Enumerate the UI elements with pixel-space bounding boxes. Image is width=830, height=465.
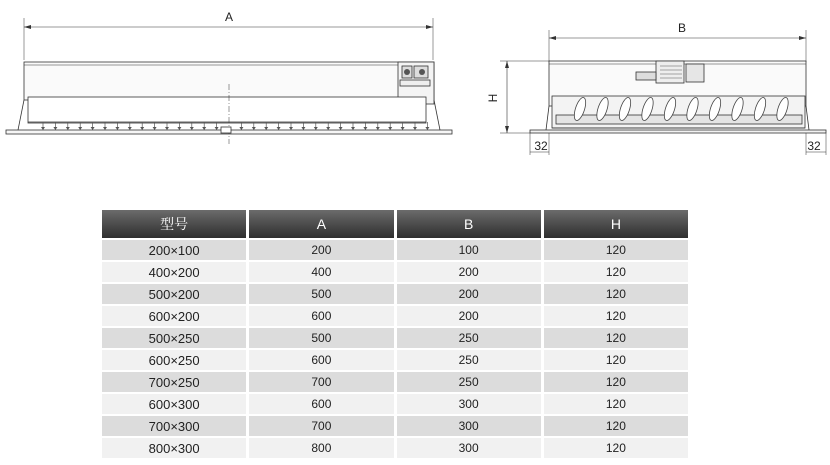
value-cell: 500 [249, 328, 393, 348]
dimension-h-label: H [486, 93, 500, 103]
table-row [102, 262, 688, 282]
model-cell: 700×300 [102, 416, 246, 436]
model-cell: 700×250 [102, 372, 246, 392]
value-cell: 120 [544, 372, 688, 392]
value-cell: 250 [397, 372, 541, 392]
column-header: B [397, 210, 541, 238]
model-cell: 500×200 [102, 284, 246, 304]
value-cell: 200 [397, 306, 541, 326]
value-cell: 600 [249, 394, 393, 414]
value-cell: 300 [397, 438, 541, 458]
value-cell: 250 [397, 328, 541, 348]
value-cell: 250 [397, 350, 541, 370]
value-cell: 120 [544, 350, 688, 370]
table-row [102, 328, 688, 348]
column-header: A [249, 210, 393, 238]
model-cell: 800×300 [102, 438, 246, 458]
table-header-row [102, 210, 688, 238]
value-cell: 800 [249, 438, 393, 458]
table-row [102, 284, 688, 304]
offset-left-label: 32 [534, 139, 548, 153]
offset-right-label: 32 [807, 139, 821, 153]
value-cell: 120 [544, 262, 688, 282]
value-cell: 200 [397, 284, 541, 304]
table-row [102, 372, 688, 392]
value-cell: 700 [249, 372, 393, 392]
table-row [102, 416, 688, 436]
value-cell: 120 [544, 306, 688, 326]
table-row [102, 240, 688, 260]
value-cell: 400 [249, 262, 393, 282]
table-row [102, 350, 688, 370]
value-cell: 600 [249, 350, 393, 370]
value-cell: 100 [397, 240, 541, 260]
value-cell: 700 [249, 416, 393, 436]
model-cell: 600×250 [102, 350, 246, 370]
model-cell: 400×200 [102, 262, 246, 282]
model-cell: 200×100 [102, 240, 246, 260]
model-cell: 600×200 [102, 306, 246, 326]
value-cell: 500 [249, 284, 393, 304]
dimension-a-label: A [224, 10, 234, 24]
table-row [102, 306, 688, 326]
spec-table [99, 208, 691, 460]
value-cell: 120 [544, 240, 688, 260]
model-cell: 600×300 [102, 394, 246, 414]
value-cell: 200 [397, 262, 541, 282]
dimension-b-label: B [677, 21, 687, 35]
value-cell: 300 [397, 416, 541, 436]
front-view [6, 10, 452, 144]
value-cell: 600 [249, 306, 393, 326]
column-header: H [544, 210, 688, 238]
value-cell: 120 [544, 416, 688, 436]
value-cell: 300 [397, 394, 541, 414]
table-body [102, 240, 688, 458]
table-row [102, 438, 688, 458]
side-view [486, 21, 826, 155]
value-cell: 120 [544, 284, 688, 304]
value-cell: 200 [249, 240, 393, 260]
table-row [102, 394, 688, 414]
value-cell: 120 [544, 394, 688, 414]
value-cell: 120 [544, 438, 688, 458]
value-cell: 120 [544, 328, 688, 348]
technical-drawing [0, 0, 830, 200]
model-cell: 500×250 [102, 328, 246, 348]
column-header: 型号 [102, 210, 246, 238]
